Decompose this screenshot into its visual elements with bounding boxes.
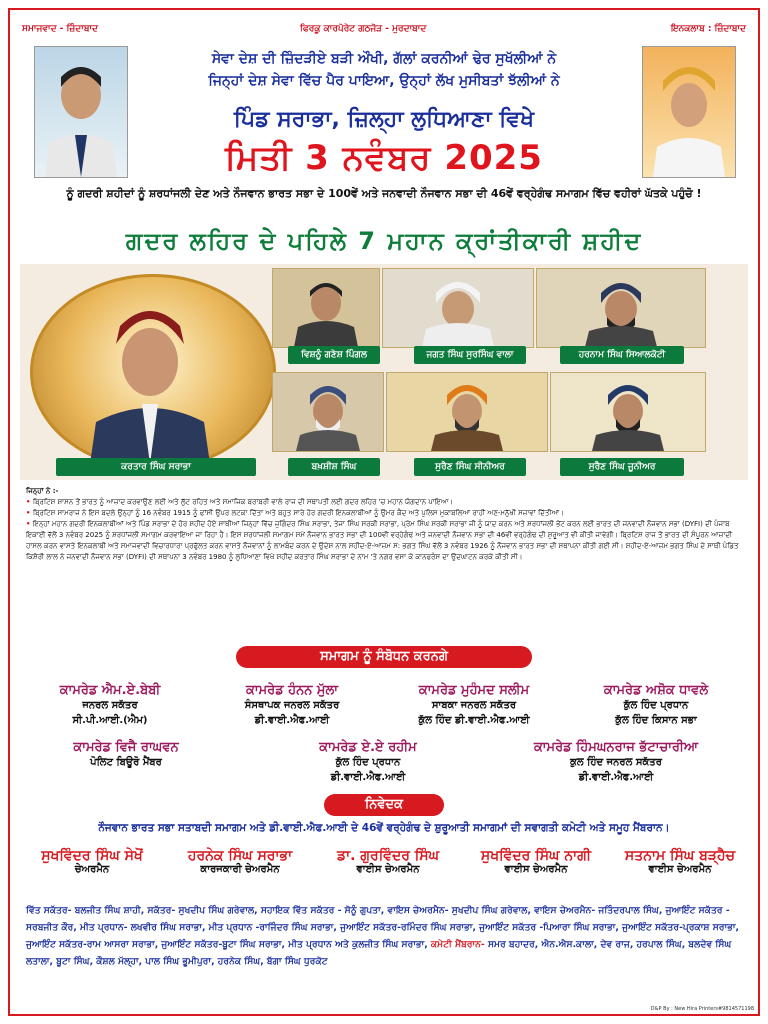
martyr-photo-6 — [386, 372, 548, 452]
slogan-center: ਫਿਰਕੂ ਕਾਰਪੋਰੇਟ ਗਠਜੋੜ - ਮੁਰਦਾਬਾਦ — [300, 24, 427, 34]
printer-credit: D&P By : New Hira Printers#9814571198 — [650, 1006, 754, 1012]
speaker-card: ਕਾਮਰੇਡ ਹਿੰਮਘਨਰਾਜ ਭੱਟਾਚਾਰੀਆ ਕੁਲ ਹਿੰਦ ਜਨਰਲ ਸਕੱਤਰ ਡੀ.ਵਾਈ.ਐਫ.ਆਈ — [533, 740, 699, 783]
speaker-card: ਕਾਮਰੇਡ ਮੁਹੰਮਦ ਸਲੀਮ ਸਾਬਕਾ ਜਨਰਲ ਸਕੱਤਰ ਕੁੱਲ ਹਿੰਦ ਡੀ.ਵਾਈ.ਐਫ.ਆਈ — [418, 683, 530, 726]
speaker-card: ਕਾਮਰੇਡ ਐਮ.ਏ.ਬੇਬੀ ਜਨਰਲ ਸਕੱਤਰ ਸੀ.ਪੀ.ਆਈ.(ਐਮ) — [59, 683, 161, 726]
portrait-right — [642, 46, 736, 178]
martyr-photo-5 — [272, 372, 384, 452]
invitation-text: ਨੂੰ ਗਦਰੀ ਸ਼ਹੀਦਾਂ ਨੂੰ ਸ਼ਰਧਾਂਜਲੀ ਦੇਣ ਅਤੇ ਨੌਜਵਾਨ ਭਾਰਤ ਸਭਾ ਦੇ 100ਵੇਂ ਅਤੇ ਜਨਵਾਦੀ ਨੌਜਵਾਨ ਸਭਾ ਦੀ 46ਵੇਂ ਵਰ੍ਹੇਗੰਢ ਸਮਾਗਮ ਵਿੱਚ ਵਹੀਰਾਂ ਘੱਤਕੇ ਪਹੁੰਚੋ ! — [66, 187, 702, 200]
martyr-photo-2 — [272, 268, 380, 348]
martyr-caption-7: ਸੁਰੈਣ ਸਿੰਘ ਜੂਨੀਅਰ — [560, 458, 684, 476]
portrait-left — [34, 46, 128, 178]
note-item: • ਬ੍ਰਿਟਿਸ਼ ਸ਼ਾਸਨ ਤੋਂ ਭਾਰਤ ਨੂੰ ਆਜ਼ਾਦ ਕਰਵਾਉਣ ਲਈ ਅਤੇ ਲੁੱਟ ਰਹਿਤ ਅਤੇ ਸਮਾਜਿਕ ਬਰਾਬਰੀ ਵਾਲੇ ਰਾਜ ਦੀ ਸਥਾਪਤੀ ਲਈ ਗਦਰ ਲਹਿਰ 'ਚ ਮਹਾਨ ਯੋਗਦਾਨ ਪਾਇਆ। — [26, 498, 454, 506]
note-item: • ਬ੍ਰਿਟਿਸ਼ ਸਾਮਰਾਜ ਨੇ ਇਸ ਬਦਲੇ ਉਨ੍ਹਾਂ ਨੂੰ 16 ਨਵੰਬਰ 1915 ਨੂੰ ਫਾਂਸੀ ਉਪਰ ਲਟਕਾ ਦਿੱਤਾ ਅਤੇ ਬਹੁਤ ਸਾਰੇ ਹੋਰ ਗਦਰੀ ਇਨਕਲਾਬੀਆਂ ਨੂੰ ਉਮਰ ਕੈਦ ਅਤੇ ਪੁਲਿਸ ਮੁਕਾਬਲਿਆਂ ਰਾਹੀਂ ਅਣ-ਮਨੁੱਖੀ ਸਜ਼ਾਵਾਂ ਦਿੱਤੀਆਂ। — [26, 509, 564, 517]
martyr-photo-3 — [382, 268, 534, 348]
committee-member: ਸੁਖਵਿੰਦਰ ਸਿੰਘ ਸੇਖੋਂ ਚੇਅਰਮੈਨ — [41, 848, 143, 875]
martyr-caption-1: ਕਰਤਾਰ ਸਿੰਘ ਸਰਾਭਾ — [56, 458, 256, 476]
nivedak-banner: ਨਿਵੇਦਕ — [324, 794, 444, 816]
martyr-portrait-main — [30, 274, 276, 470]
speaker-card: ਕਾਮਰੇਡ ਹੰਨਨ ਮੁੱਲਾ ਸੰਸਥਾਪਕ ਜਨਰਲ ਸਕੱਤਰ ਡੀ.ਵਾਈ.ਐਫ.ਆਈ — [244, 683, 340, 726]
notes-heading: ਜਿਨ੍ਹਾਂ ਨੇ :- — [26, 487, 59, 495]
martyr-photo-7 — [550, 372, 706, 452]
martyr-caption-6: ਸੁਰੈਣ ਸਿੰਘ ਸੀਨੀਅਰ — [414, 458, 526, 476]
speaker-card: ਕਾਮਰੇਡ ਵਿਜੈ ਰਾਘਵਨ ਪੋਲਿਟ ਬਿਊਰੋ ਮੈਂਬਰ — [73, 740, 179, 768]
martyr-caption-5: ਬਖ਼ਸ਼ੀਸ਼ ਸਿੰਘ — [288, 458, 380, 476]
martyr-caption-2: ਵਿਸ਼ਨੂੰ ਗਣੇਸ਼ ਪਿੰਗਲ — [288, 346, 380, 364]
speakers-banner: ਸਮਾਗਮ ਨੂੰ ਸੰਬੋਧਨ ਕਰਨਗੇ — [236, 646, 532, 668]
committee-member: ਸਤਨਾਮ ਸਿੰਘ ਬੜ੍ਹੈਚ ਵਾਈਸ ਚੇਅਰਮੈਨ — [624, 848, 736, 875]
header-couplet-2: ਜਿਨ੍ਹਾਂ ਦੇਸ਼ ਸੇਵਾ ਵਿੱਚ ਪੈਰ ਪਾਇਆ, ਉਨ੍ਹਾਂ ਲੱਖ ਮੁਸੀਬਤਾਂ ਝੱਲੀਆਂ ਨੇ — [208, 73, 560, 89]
committee-members-label: ਕਮੇਟੀ ਮੈਂਬਰਾਨ- — [430, 939, 485, 950]
event-place: ਪਿੰਡ ਸਰਾਭਾ, ਜ਼ਿਲ੍ਹਾ ਲੁਧਿਆਣਾ ਵਿਖੇ — [233, 107, 535, 132]
notes-section — [26, 486, 742, 563]
committee-member: ਸੁਖਵਿੰਦਰ ਸਿੰਘ ਨਾਗੀ ਵਾਈਸ ਚੇਅਰਮੈਨ — [480, 848, 592, 875]
committee-list: ਵਿੱਤ ਸਕੱਤਰ- ਬਲਜੀਤ ਸਿੰਘ ਸ਼ਾਹੀ, ਸਕੱਤਰ- ਸੁਖਦੀਪ ਸਿੰਘ ਗਰੇਵਾਲ, ਸਹਾਇਕ ਵਿੱਤ ਸਕੱਤਰ - ਸੋਨੂੰ ਗੁਪਤਾ, ਵਾਇਸ ਚੇਅਰਮੈਨ- ਸੁਖਦੀਪ ਸਿੰਘ ਗਰੇਵਾਲ, ਵਾਇਸ ਚੇਅਰਮੈਨ- ਜਤਿੰਦਰਪਾਲ ਸਿੰਘ, ਜੁਆਇੰਟ ਸਕੱਤਰ - ਸਰਬਜੀਤ ਕੌਰ, ਮੀਤ ਪ੍ਰਧਾਨ- ਲਖਵੀਰ ਸਿੰਘ ਸਰਾਭਾ, ਮੀਤ ਪ੍ਰਧਾਨ -ਰਾਜਿੰਦਰ ਸਿੰਘ ਸਰਾਭਾ, ਜੁਆਇੰਟ ਸਕੱਤਰ-ਰਮਿੰਦਰ ਸਿੰਘ ਸਰਾਭਾ, ਜੁਆਇੰਟ ਸਕੱਤਰ -ਪਿਆਰਾ ਸਿੰਘ ਸਰਾਭਾ, ਜੁਆਇੰਟ ਸਕੱਤਰ-ਪ੍ਰਕਾਸ਼ ਸਰਾਭਾ, ਜੁਆਇੰਟ ਸਕੱਤਰ-ਰਾਮ ਆਸਰਾ ਸਰਾਭਾ, ਜੁਆਇੰਟ ਸਕੱਤਰ-ਬੂਟਾ ਸਿੰਘ ਸਰਾਭਾ, ਮੀਤ ਪ੍ਰਧਾਨ ਅਤੇ ਕੁਲਜੀਤ ਸਿੰਘ ਸਰਾਭਾ, ਕਮੇਟੀ ਮੈਂਬਰਾਨ- ਸਮਰ ਬਹਾਦਰ, ਐਨ.ਐਸ.ਕਾਲਾ, ਦੇਵ ਰਾਜ, ਹਰਪਾਲ ਸਿੰਘ, ਬਲਦੇਵ ਸਿੰਘ ਲਤਾਲਾ, ਬੂਟਾ ਸਿੰਘ, ਕੌਸ਼ਲ ਮੱਲ੍ਹਾ, ਪਾਲ ਸਿੰਘ ਭੂਮੀਪੁਰਾ, ਹਰਨੇਕ ਸਿੰਘ, ਬੱਗਾ ਸਿੰਘ ਧੁਰਕੋਟ — [26, 905, 739, 967]
speaker-card: ਕਾਮਰੇਡ ਏ.ਏ ਰਹੀਮ ਕੁੱਲ ਹਿੰਦ ਪ੍ਰਧਾਨ ਡੀ.ਵਾਈ.ਐਫ.ਆਈ — [319, 740, 417, 783]
martyrs-heading: ਗਦਰ ਲਹਿਰ ਦੇ ਪਹਿਲੇ 7 ਮਹਾਨ ਕ੍ਰਾਂਤੀਕਾਰੀ ਸ਼ਹੀਦ — [125, 227, 643, 255]
note-item: • ਇਨ੍ਹਾਂ ਮਹਾਨ ਗਦਰੀ ਇਨਕਲਾਬੀਆਂ ਅਤੇ ਪਿੰਡ ਸਰਾਭਾ ਦੇ ਹੋਰ ਸ਼ਹੀਦ ਹੋਏ ਸਾਥੀਆਂ ਜਿਨ੍ਹਾਂ ਵਿੱਚ ਜੁਗਿੰਦਰ ਸਿੰਘ ਸਰਾਭਾ, ਤੇਜਾ ਸਿੰਘ ਸਰਕੀ ਸਰਾਭਾ, ਪ੍ਰੇਮ ਸਿੰਘ ਸਰਕੀ ਸਰਾਭਾ ਜੀ ਨੂੰ ਯਾਦ ਕਰਨ ਅਤੇ ਸ਼ਰਧਾਂਜਲੀ ਭੇਂਟ ਕਰਨ ਲਈ ਭਾਰਤ ਦੀ ਜਨਵਾਦੀ ਨੌਜਵਾਨ ਸਭਾ (DYFI) ਦੀ ਪੰਜਾਬ ਇਕਾਈ ਵੱਲੋਂ 3 ਨਵੰਬਰ 2025 ਨੂੰ ਸ਼ਰਧਾਂਜਲੀ ਸਮਾਗਮ ਕਰਵਾਇਆ ਜਾ ਰਿਹਾ ਹੈ। ਇਸ ਸ਼ਰਧਾਂਜਲੀ ਸਮਾਗਮ ਸਮੇਂ ਨੌਜਵਾਨ ਭਾਰਤ ਸਭਾ ਦੀ 100ਵੀਂ ਵਰ੍ਹੇਗੰਢ ਅਤੇ ਜਨਵਾਦੀ ਨੌਜਵਾਨ ਸਭਾ ਦੀ 46ਵੀਂ ਵਰ੍ਹੇਗੰਢ ਦੀ ਸ਼ੁਰੂਆਤ ਵੀ ਕੀਤੀ ਜਾਵੇਗੀ। ਬ੍ਰਿਟਿਸ਼ ਰਾਜ ਤੋਂ ਭਾਰਤ ਦੀ ਸੰਪੂਰਨ ਆਜ਼ਾਦੀ ਹਾਸਲ ਕਰਨ ਵਾਸਤੇ ਇਨਕਲਾਬੀ ਅਤੇ ਸਮਾਜਵਾਦੀ ਵਿਚਾਰਧਾਰਾ ਪ੍ਰਫੁੱਲਤ ਕਰਨ ਵਾਸਤੇ ਨੌਜਵਾਨਾਂ ਨੂੰ ਲਾਮਬੰਦ ਕਰਨ ਦੇ ਉਦੇਸ਼ ਨਾਲ ਸ਼ਹੀਦ-ਏ-ਆਜ਼ਮ ਸ: ਭਗਤ ਸਿੰਘ ਵੱਲੋਂ 3 ਨਵੰਬਰ 1926 ਨੂੰ ਨੌਜਵਾਨ ਭਾਰਤ ਸਭਾ ਦੀ ਸਥਾਪਨਾ ਕੀਤੀ ਗਈ ਸੀ। ਸ਼ਹੀਦ-ਏ-ਆਜ਼ਮ ਭਗਤ ਸਿੰਘ ਦੇ ਸਾਥੀ ਪੰਡਿਤ ਕਿਸ਼ੋਰੀ ਲਾਲ ਨੇ ਜਨਵਾਦੀ ਨੌਜਵਾਨ ਸਭਾ (DYFI) ਦੀ ਸਥਾਪਨਾ 3 ਨਵੰਬਰ 1980 ਨੂੰ ਲੁਧਿਆਣਾ ਵਿਖੇ ਸ਼ਹੀਦ ਕਰਤਾਰ ਸਿੰਘ ਸਰਾਭਾ ਦੇ ਨਾਮ 'ਤੇ ਨਗਰ ਵਸਾ ਕੇ ਕਾਨਫਰੰਸ ਦਾ ਉਦਘਾਟਨ ਕਰਕੇ ਕੀਤੀ ਸੀ। — [26, 520, 739, 561]
organisers-line: ਨੌਜਵਾਨ ਭਾਰਤ ਸਭਾ ਸਤਾਬਦੀ ਸਮਾਗਮ ਅਤੇ ਡੀ.ਵਾਈ.ਐਫ.ਆਈ ਦੇ 46ਵੇਂ ਵਰ੍ਹੇਗੰਢ ਦੇ ਸ਼ੁਰੂਆਤੀ ਸਮਾਗਮਾਂ ਦੀ ਸਵਾਗਤੀ ਕਮੇਟੀ ਅਤੇ ਸਮੂਹ ਮੈਂਬਰਾਨ। — [98, 822, 670, 834]
slogan-left: ਸਮਾਜਵਾਦ - ਜ਼ਿੰਦਾਬਾਦ — [22, 24, 98, 34]
speaker-card: ਕਾਮਰੇਡ ਅਸ਼ੋਕ ਧਾਵਲੇ ਕੁੱਲ ਹਿੰਦ ਪ੍ਰਧਾਨ ਕੁੱਲ ਹਿੰਦ ਕਿਸਾਨ ਸਭਾ — [603, 683, 709, 726]
committee-member: ਡਾ. ਗੁਰਵਿੰਦਰ ਸਿੰਘ ਵਾਈਸ ਚੇਅਰਮੈਨ — [336, 848, 440, 875]
slogan-right: ਇਨਕਲਾਬ : ਜ਼ਿੰਦਾਬਾਦ — [670, 24, 746, 34]
martyr-caption-4: ਹਰਨਾਮ ਸਿੰਘ ਸਿਆਲਕੋਟੀ — [560, 346, 684, 364]
martyr-photo-4 — [536, 268, 706, 348]
martyr-caption-3: ਜਗਤ ਸਿੰਘ ਸੁਰਸਿੰਘ ਵਾਲਾ — [414, 346, 526, 364]
committee-member: ਹਰਨੇਕ ਸਿੰਘ ਸਰਾਭਾ ਕਾਰਜਕਾਰੀ ਚੇਅਰਮੈਨ — [187, 848, 293, 875]
event-date: ਮਿਤੀ 3 ਨਵੰਬਰ 2025 — [225, 138, 543, 178]
header-couplet-1: ਸੇਵਾ ਦੇਸ਼ ਦੀ ਜ਼ਿੰਦੜੀਏ ਬੜੀ ਔਖੀ, ਗੱਲਾਂ ਕਰਨੀਆਂ ਢੇਰ ਸੁਖੱਲੀਆਂ ਨੇ — [211, 51, 557, 67]
